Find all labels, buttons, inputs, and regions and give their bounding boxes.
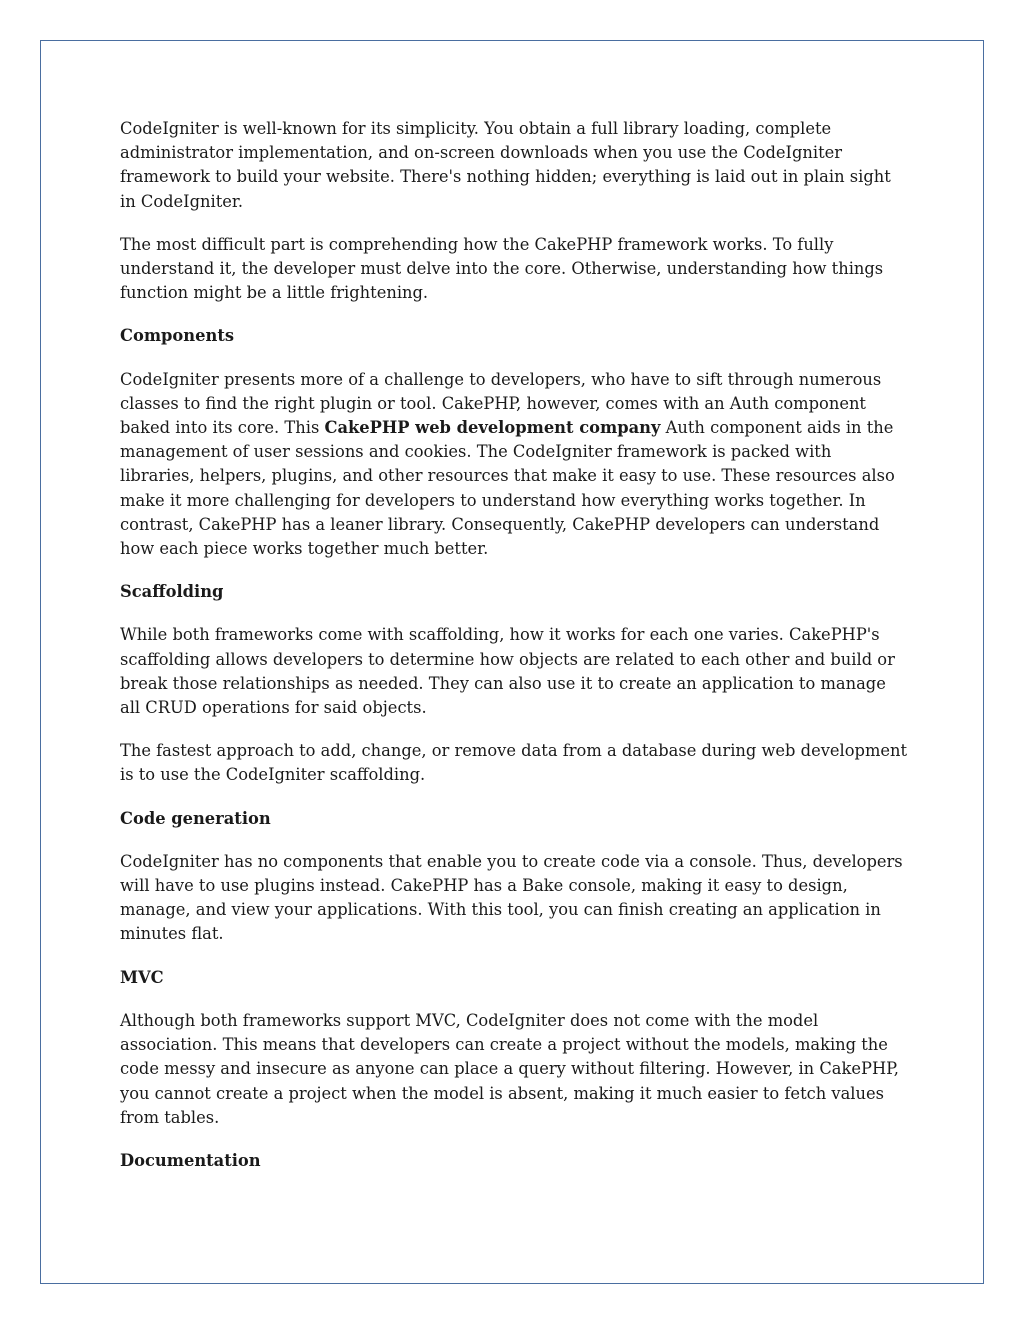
intro-paragraph-1: CodeIgniter is well-known for its simplicity. You obtain a full library loading, complete administrator implementation, and on-screen downloads when you use the CodeIgniter framework to build your website. There's nothing hidden; everything is laid out in plain sight in CodeIgniter.: [120, 119, 891, 211]
documentation-heading: Documentation: [120, 1150, 261, 1170]
components-heading: Components: [120, 326, 235, 346]
code-generation-heading: Code generation: [120, 808, 271, 828]
components-paragraph: [120, 368, 910, 562]
mvc-heading: MVC: [120, 967, 164, 987]
components-text-after: Auth component aids in the management of user sessions and cookies. The CodeIgniter framework is packed with libraries, helpers, plugins, and other resources that make it easy to use. These resources also make it more challenging for developers to understand how everything works together. In contrast, CakePHP has a leaner library. Consequently, CakePHP developers can understand how each piece works together much better.: [120, 418, 895, 559]
intro-paragraph-2: The most difficult part is comprehending how the CakePHP framework works. To fully understand it, the developer must delve into the core. Otherwise, understanding how things function might be a little frightening.: [120, 234, 884, 303]
components-text-before: CodeIgniter presents more of a challenge to developers, who have to sift through numerous classes to find the right plugin or tool. CakePHP, however, comes with an Auth component baked into its core. This: [120, 369, 882, 438]
cakephp-company-link[interactable]: CakePHP web development company: [324, 418, 661, 438]
scaffolding-heading: Scaffolding: [120, 582, 224, 602]
code-generation-paragraph: CodeIgniter has no components that enable you to create code via a console. Thus, developers will have to use plugins instead. CakePHP has a Bake console, making it easy to design, manage, and view your applications. With this tool, you can finish creating an application in minutes flat.: [120, 851, 903, 944]
mvc-paragraph: Although both frameworks support MVC, CodeIgniter does not come with the model association. This means that developers can create a project without the models, making the code messy and insecure as anyone can place a query without filtering. However, in CakePHP, you cannot create a project when the model is absent, making it much easier to fetch values from tables.: [120, 1010, 899, 1127]
scaffolding-paragraph-2: The fastest approach to add, change, or remove data from a database during web development is to use the CodeIgniter scaffolding.: [120, 741, 908, 785]
document-body: [120, 117, 910, 1192]
scaffolding-paragraph-1: While both frameworks come with scaffolding, how it works for each one varies. CakePHP's scaffolding allows developers to determine how objects are related to each other and build or break those relationships as needed. They can also use it to create an application to manage all CRUD operations for said objects.: [120, 625, 895, 718]
